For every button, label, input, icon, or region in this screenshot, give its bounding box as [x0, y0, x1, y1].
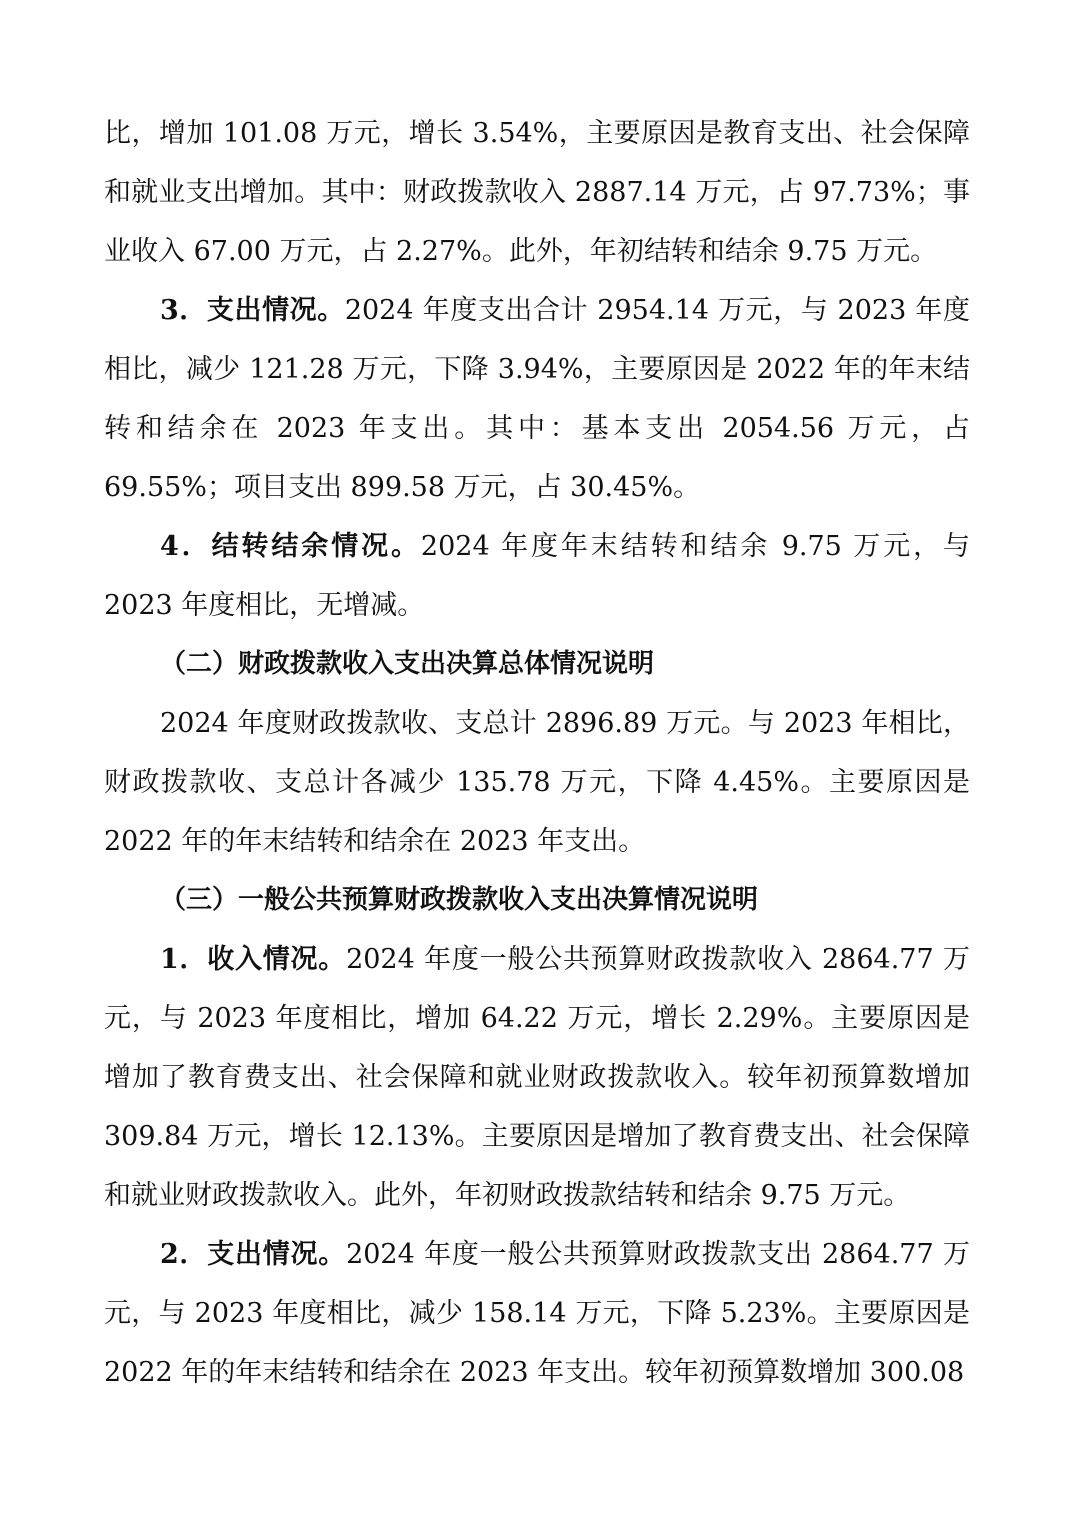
paragraph-lead: 2．支出情况。	[160, 1239, 347, 1270]
paragraph-text: 2024 年度一般公共预算财政拨款支出 2864.77 万元，与 2023 年度相比，减少 158.14 万元，下降 5.23%。主要原因是 2022 年的年末结转和结余在 2023 年支出。较年初预算数增加 300.08	[104, 1239, 970, 1388]
paragraph-text: 2024 年度财政拨款收、支总计 2896.89 万元。与 2023 年相比，财政拨款收、支总计各减少 135.78 万元，下降 4.45%。主要原因是 2022 年的年末结转和结余在 2023 年支出。	[104, 708, 970, 857]
paragraph-fiscal-total	[104, 694, 970, 871]
paragraph-text: 2024 年度一般公共预算财政拨款收入 2864.77 万元，与 2023 年度相比，增加 64.22 万元，增长 2.29%。主要原因是增加了教育费支出、社会保障和就业财政拨款收入。较年初预算数增加 309.84 万元，增长 12.13%。主要原因是增加了教育费支出、社会保障和就业财政拨款收入。此外，年初财政拨款结转和结余 9.75 万元。	[104, 944, 970, 1211]
section-heading-fiscal-appropriation: （二）财政拨款收入支出决算总体情况说明	[160, 649, 655, 679]
paragraph-text: 2024 年度年末结转和结余 9.75 万元，与 2023 年度相比，无增减。	[104, 531, 970, 621]
paragraph-lead: 1．收入情况。	[160, 944, 347, 975]
paragraph-text: 比，增加 101.08 万元，增长 3.54%，主要原因是教育支出、社会保障和就业支出增加。其中：财政拨款收入 2887.14 万元，占 97.73%；事业收入 67.00 万元，占 2.27%。此外，年初结转和结余 9.75 万元。	[104, 118, 970, 267]
paragraph-continued-income	[104, 104, 970, 281]
paragraph-budget-expenditure	[104, 1225, 970, 1402]
paragraph-text: 2024 年度支出合计 2954.14 万元，与 2023 年度相比，减少 121.28 万元，下降 3.94%，主要原因是 2022 年的年末结转和结余在 2023 年支出。其中：基本支出 2054.56 万元，占 69.55%；项目支出 899.58 万元，占 30.45%。	[104, 295, 970, 503]
paragraph-carryover	[104, 517, 970, 635]
paragraph-budget-income	[104, 930, 970, 1225]
section-heading-general-public-budget: （三）一般公共预算财政拨款收入支出决算情况说明	[160, 885, 759, 915]
document-body	[104, 104, 970, 1402]
paragraph-lead: 3．支出情况。	[160, 295, 345, 326]
paragraph-expenditure	[104, 281, 970, 517]
paragraph-lead: 4．结转结余情况。	[160, 531, 421, 562]
